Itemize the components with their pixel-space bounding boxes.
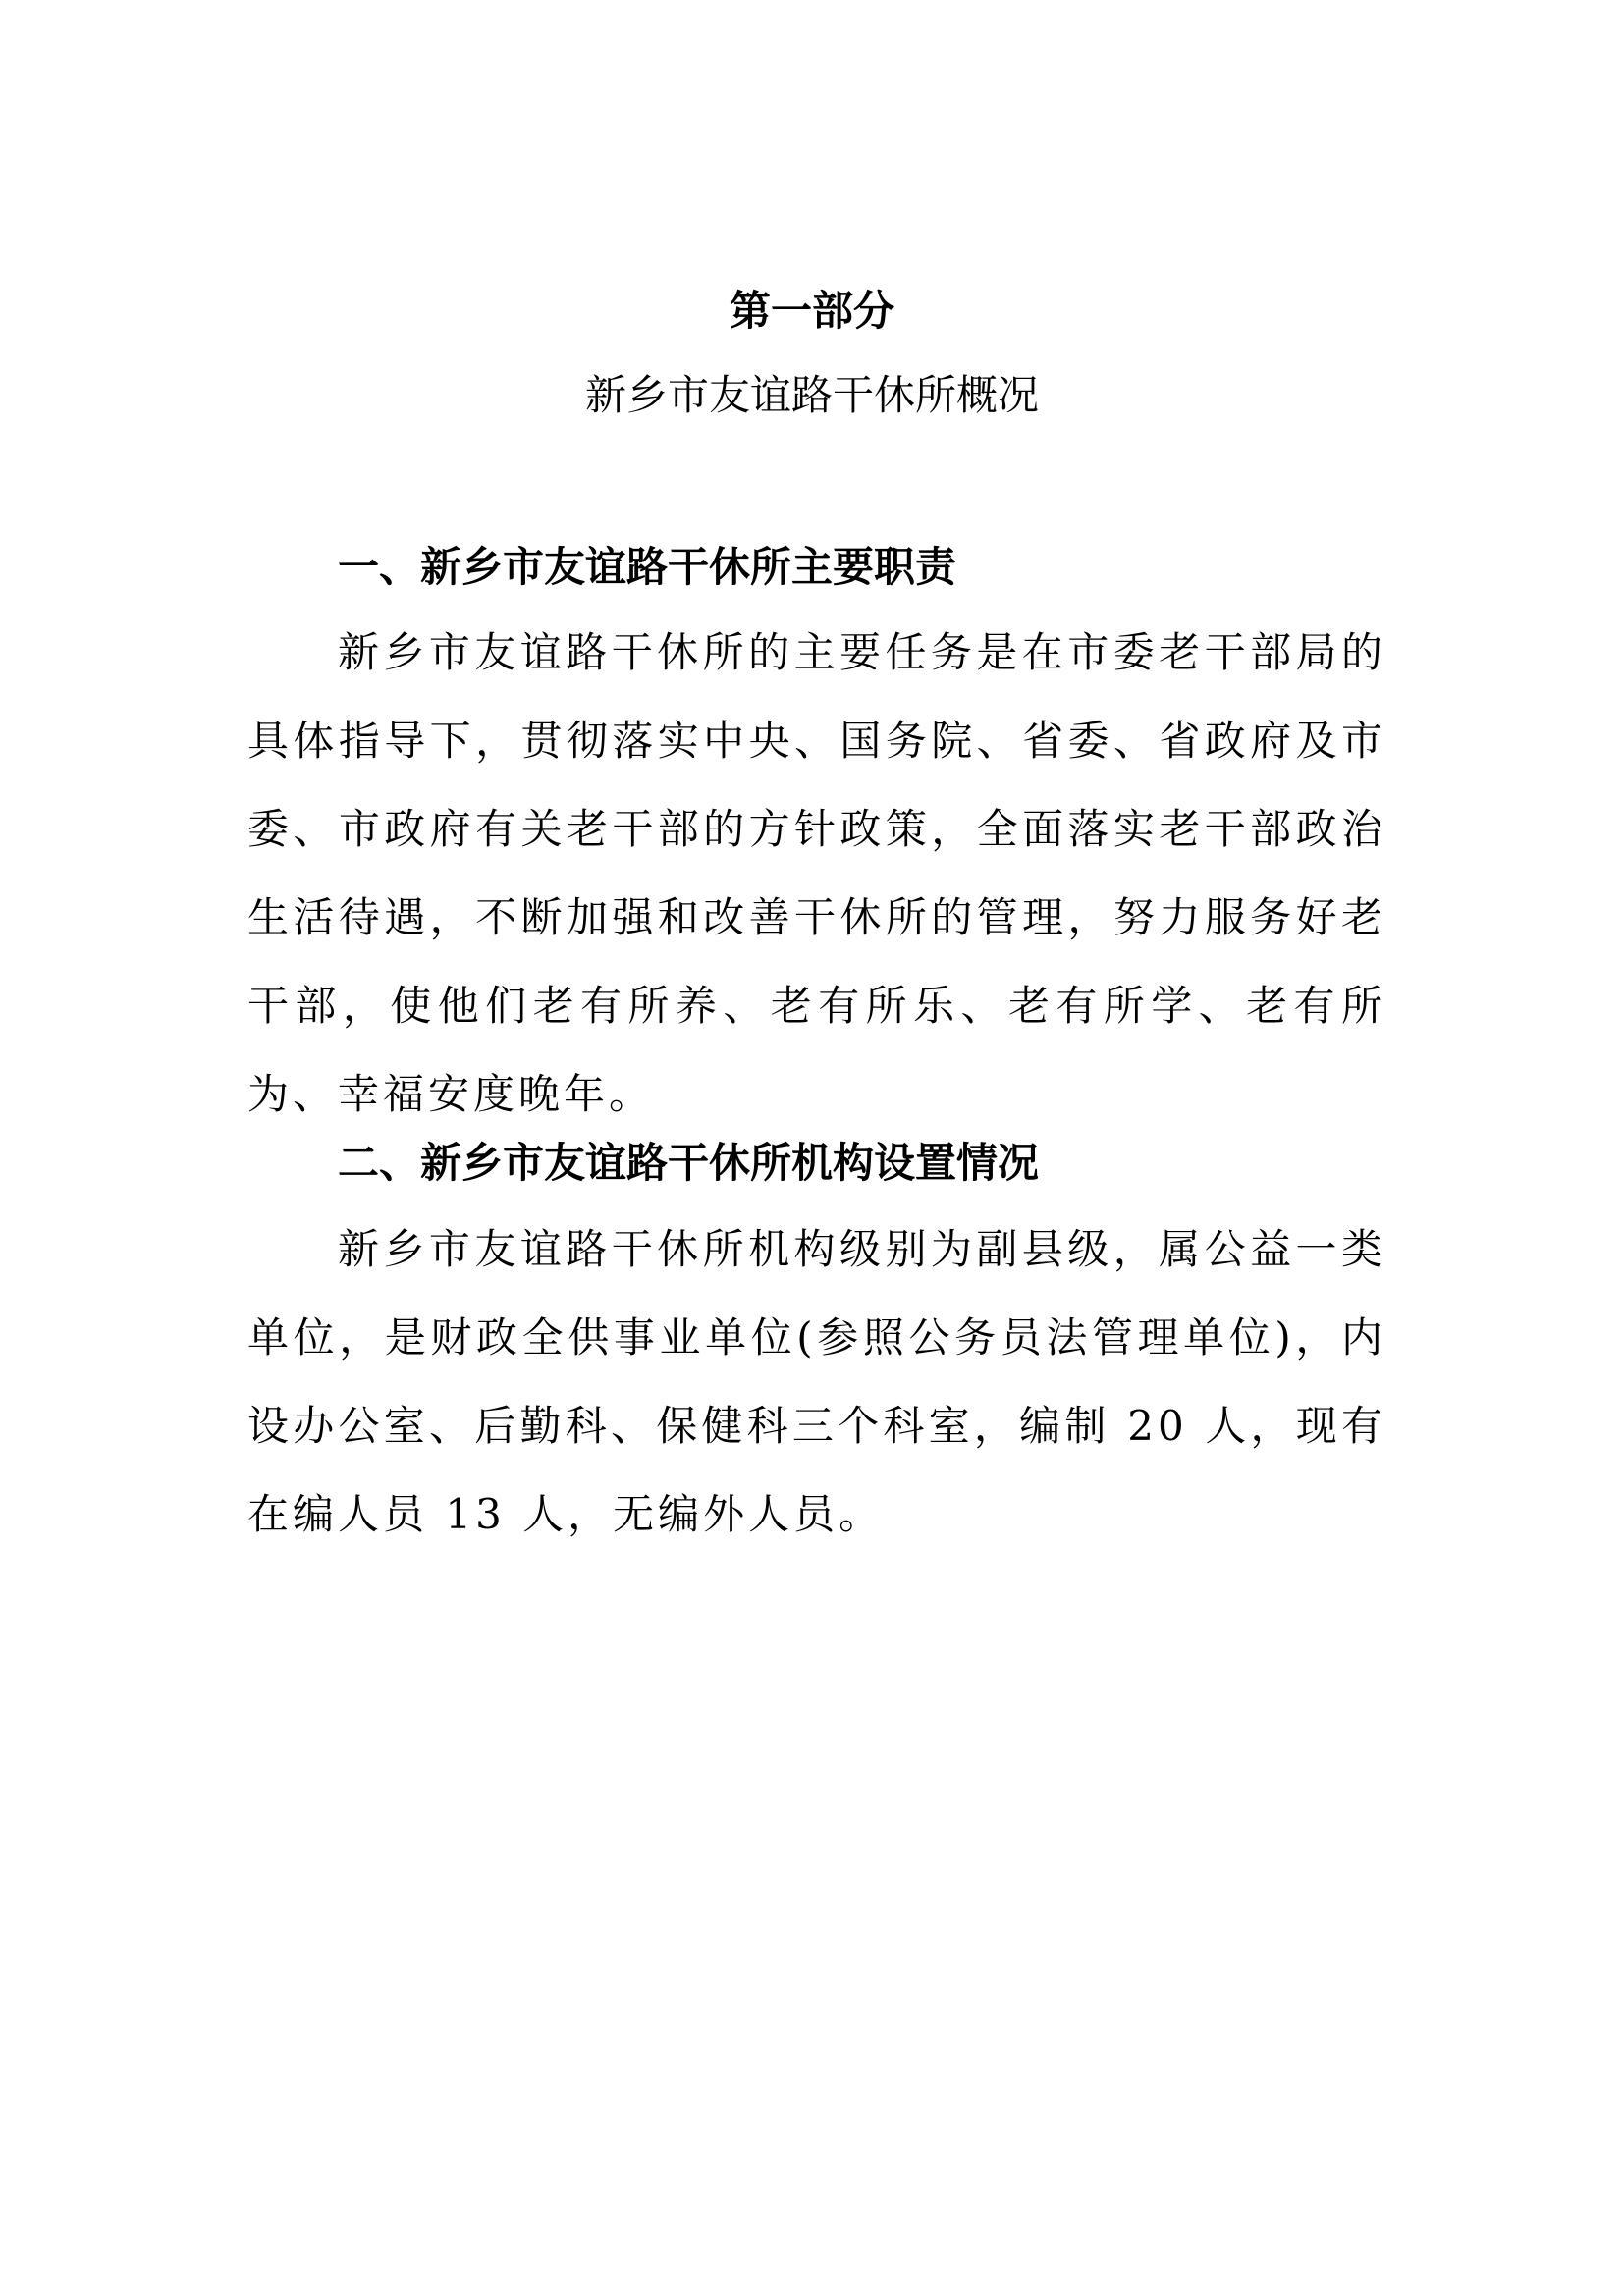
section-heading-organization: 二、新乡市友谊路干休所机构设置情况: [338, 1139, 1040, 1187]
section-heading-duties: 一、新乡市友谊路干休所主要职责: [338, 543, 957, 591]
section-paragraph-organization: 新乡市友谊路干休所机构级别为副县级，属公益一类单位，是财政全供事业单位(参照公务员法管理单位)，内设办公室、后勤科、保健科三个科室，编制 20 人，现有在编人员 13 人，无编外人员。: [247, 1225, 1386, 1538]
part-title: 第一部分: [729, 287, 894, 335]
org-overview-title: 新乡市友谊路干休所概况: [584, 371, 1039, 419]
section-paragraph-duties: 新乡市友谊路干休所的主要任务是在市委老干部局的具体指导下，贯彻落实中央、国务院、省委、省政府及市委、市政府有关老干部的方针政策，全面落实老干部政治生活待遇，不断加强和改善干休所的管理，努力服务好老干部，使他们老有所养、老有所乐、老有所学、老有所为、幸福安度晚年。: [247, 628, 1386, 1118]
